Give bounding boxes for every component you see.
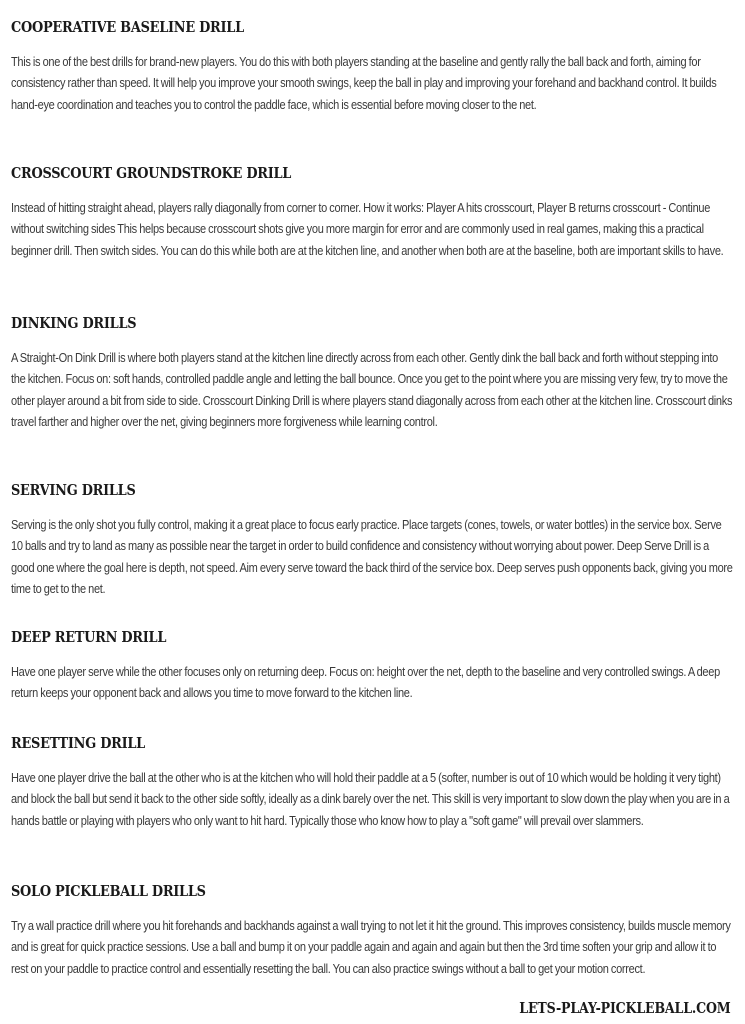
section-body: Have one player serve while the other focuses only on returning deep. Focus on: height over the net, depth to the baseline and very controlled swings. A deep return keeps your opponent back and allows you time to move forward to the kitchen line. <box>11 665 720 701</box>
section-body: A Straight-On Dink Drill is where both players stand at the kitchen line directly across from each other. Gently dink the ball back and forth without stepping into the kitchen. Focus on: soft hands, controlled paddle angle and letting the ball bounce. Once you get to the point where you are missing very few, try to move the other player around a bit from side to side. Crosscourt Dinking Drill is where players stand diagonally across from each other at the kitchen line. Crosscourt dinks travel farther and higher over the net, giving beginners more forgiveness while learning control. <box>11 351 733 429</box>
section-body: Serving is the only shot you fully control, making it a great place to focus early practice. Place targets (cones, towels, or water bottles) in the service box. Serve 10 balls and try to land as many as possible near the target in order to build confidence and consistency without worrying about power. Deep Serve Drill is a good one where the goal here is depth, not speed. Aim every serve toward the back third of the service box. Deep serves push opponents back, giving you more time to get to the net. <box>11 518 733 596</box>
section-body: This is one of the best drills for brand-new players. You do this with both players standing at the baseline and gently rally the ball back and forth, aiming for consistency rather than speed. It will help you improve your smooth swings, keep the ball in play and improving your forehand and backhand control. It builds hand-eye coordination and teaches you to control the paddle face, which is essential before moving closer to the net. <box>11 55 717 112</box>
section-cooperative-baseline-drill <box>11 17 736 116</box>
section-heading: SERVING DRILLS <box>11 481 136 499</box>
section-heading: DEEP RETURN DRILL <box>11 628 167 646</box>
section-heading: CROSSCOURT GROUNDSTROKE DRILL <box>11 164 292 182</box>
section-body: Instead of hitting straight ahead, players rally diagonally from corner to corner. How it works: Player A hits crosscourt, Player B returns crosscourt - Continue without switching sides This helps because crosscourt shots give you more margin for error and are commonly used in real games, making this a practical beginner drill. Then switch sides. You can do this while both are at the kitchen line, and another when both are at the baseline, both are important skills to have. <box>11 201 724 258</box>
section-heading: SOLO PICKLEBALL DRILLS <box>11 882 206 900</box>
section-solo-pickleball-drills <box>11 881 736 980</box>
section-deep-return-drill <box>11 627 736 705</box>
section-heading: COOPERATIVE BASELINE DRILL <box>11 18 244 36</box>
section-body: Have one player drive the ball at the other who is at the kitchen who will hold their paddle at a 5 (softer, number is out of 10 which would be holding it very tight) and block the ball but send it back to the other side softly, ideally as a dink barely over the net. This skill is very important to slow down the play when you are in a hands battle or playing with players who only want to hit hard. Typically those who know how to play a "soft game" will prevail over slammers. <box>11 771 730 828</box>
section-body: Try a wall practice drill where you hit forehands and backhands against a wall trying to not let it hit the ground. This improves consistency, builds muscle memory and is great for quick practice sessions. Use a ball and bump it on your paddle again and again and again but then the 3rd time soften your grip and allow it to rest on your paddle to practice control and essentially resetting the ball. You can also practice swings without a ball to get your motion correct. <box>11 919 731 976</box>
section-heading: RESETTING DRILL <box>11 734 145 752</box>
section-heading: DINKING DRILLS <box>11 314 137 332</box>
section-crosscourt-groundstroke-drill <box>11 163 736 262</box>
section-dinking-drills <box>11 313 736 433</box>
site-watermark: LETS-PLAY-PICKLEBALL.COM <box>519 999 731 1017</box>
section-serving-drills <box>11 480 736 600</box>
section-resetting-drill <box>11 733 736 832</box>
